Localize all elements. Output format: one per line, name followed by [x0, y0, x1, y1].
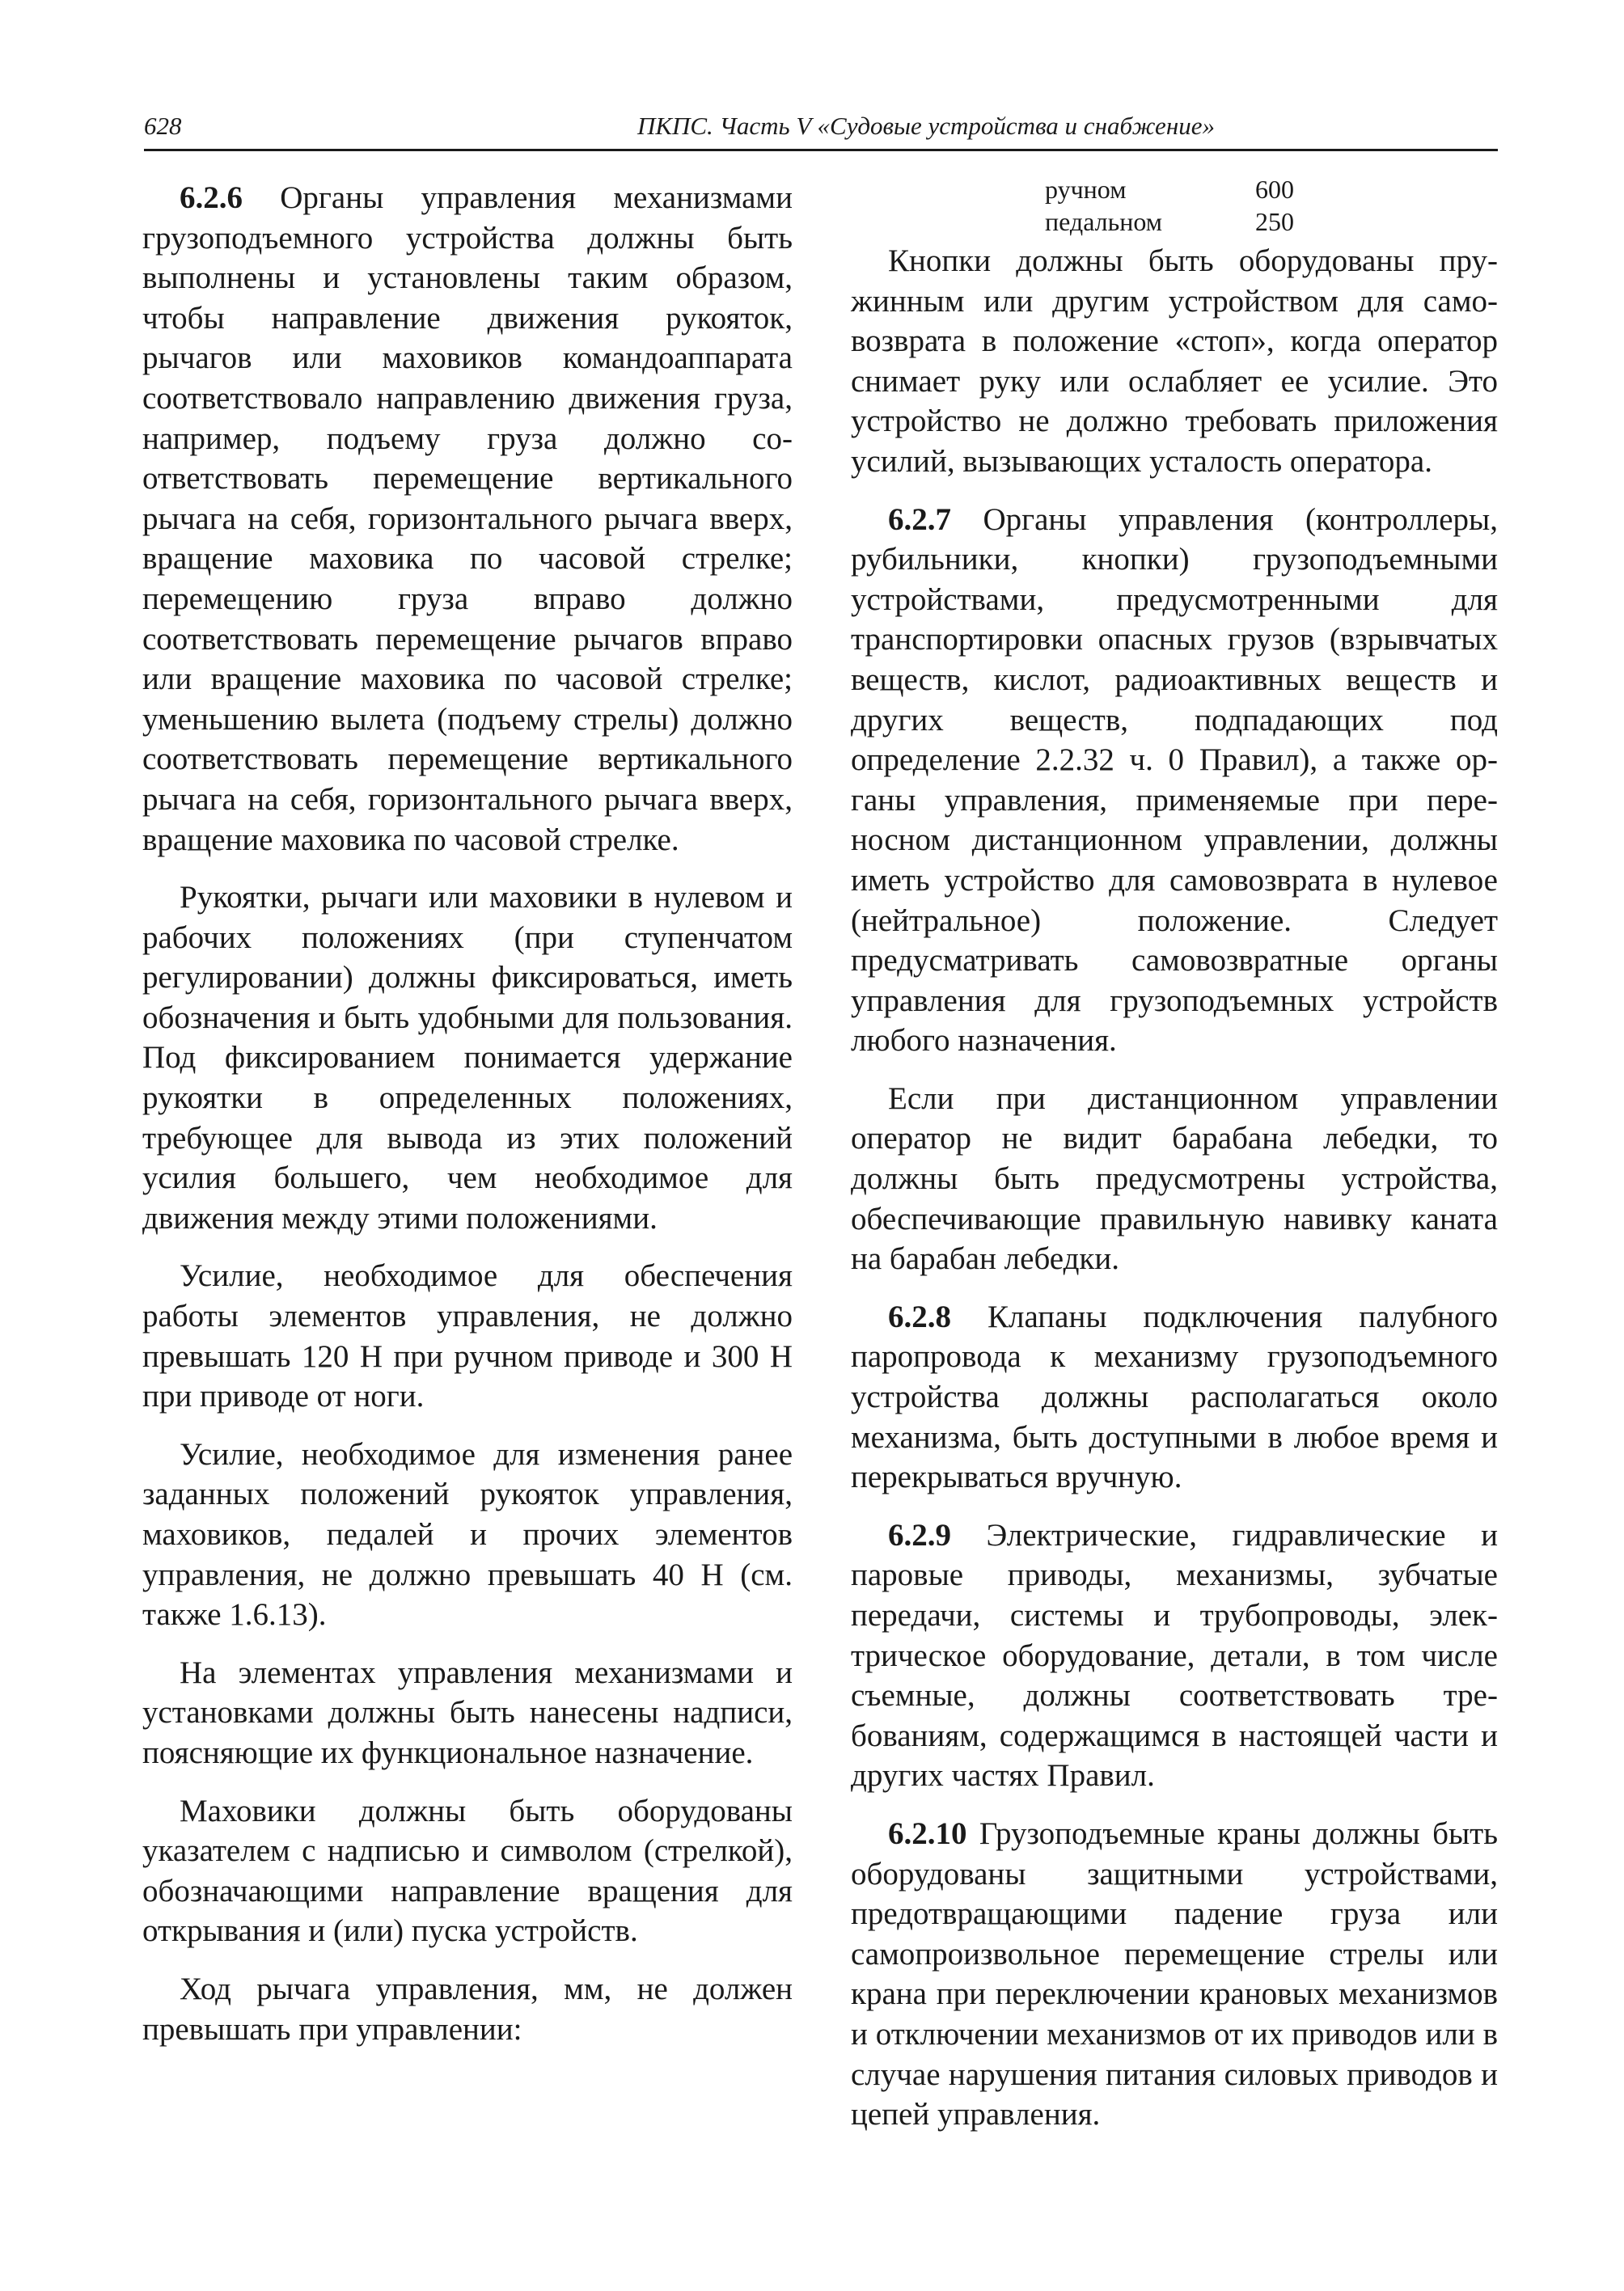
paragraph: Кнопки должны быть оборудованы пружинным или другим устройством для самовозврата в положение «стоп», когда оператор снимает руку или ослабляет ее усилие. Это устройство не должно требовать приложения усилий, вызывающих усталость оператора. — [851, 243, 1498, 479]
section-text: Органы управления (контроллеры, рубильники, кнопки) грузоподъемными устройствами, предусмотренными для транспортировки опасных грузов (взрывчатых веществ, кислот, радиоактивных веществ и других веществ, подпадающих под определение 2.2.32 ч. 0 Правил), а также органы управления, применяемые при переносном дистанционном управлении, должны иметь устройство для самовозврата в нулевое (нейтральное) положение. Следует предусматривать самовозвратные органы управления для грузоподъемных устройств любого назначения. — [851, 501, 1498, 1059]
section-6-2-6 — [142, 178, 793, 860]
section-number: 6.2.9 — [888, 1517, 951, 1553]
paragraph: Усилие, необходимое для изменения ранее заданных положений рукояток управления, маховиков, педалей и прочих элементов управления, не должно превышать 40 Н (см. также 1.6.13). — [142, 1436, 793, 1633]
paragraph: Рукоятки, рычаги или маховики в нулевом и рабочих положениях (при ступенчатом регулировании) должны фиксироваться, иметь обозначения и быть удобными для пользования. Под фиксированием понимается удержание рукоятки в определенных положениях, требующее для вывода из этих положений усилия большего, чем необходимое для движения между этими положениями. — [142, 880, 793, 1236]
section-text: Клапаны подключения палубного паропровода к механизму грузоподъемного устройства должны располагаться около механизма, быть доступными в любое время и перекрываться вручную. — [851, 1299, 1498, 1495]
section-6-2-9 — [851, 1515, 1498, 1796]
running-title: ПКПС. Часть V «Судовые устройства и снабжение» — [637, 112, 1215, 140]
table-label: педальном — [1045, 207, 1162, 236]
left-column — [142, 178, 793, 2067]
right-column — [851, 175, 1498, 2153]
section-6-2-8 — [851, 1297, 1498, 1498]
paragraph: На элементах управления механизмами и установками должны быть нанесены надписи, поясняющие их функциональное назначение. — [142, 1655, 793, 1770]
paragraph: Маховики должны быть оборудованы указателем с надписью и символом (стрелкой), обозначающими направление вращения для открывания и (или) пуска устройств. — [142, 1793, 793, 1949]
section-number: 6.2.8 — [888, 1299, 951, 1334]
section-text: Электрические, гидравлические и паровые приводы, механизмы, зубчатые передачи, системы и трубопроводы, электрическое оборудование, детали, в том числе съемные, должны соответствовать требованиям, содержащимся в настоящей части и других частях Правил. — [851, 1517, 1498, 1794]
section-number: 6.2.10 — [888, 1815, 967, 1851]
table-value: 600 — [1255, 175, 1294, 204]
section-6-2-7 — [851, 500, 1498, 1061]
paragraph: Усилие, необходимое для обеспечения работы элементов управления, не должно превышать 120 Н при ручном приводе и 300 Н при приводе от ноги. — [142, 1258, 793, 1414]
paragraph: Ход рычага управления, мм, не должен превышать при управлении: — [142, 1971, 793, 2047]
table-label: ручном — [1045, 175, 1127, 204]
section-number: 6.2.7 — [888, 501, 951, 537]
section-6-2-10 — [851, 1814, 1498, 2135]
table-value: 250 — [1255, 207, 1294, 236]
section-text: Грузоподъемные краны должны быть оборудованы защитными устройствами, предотвращающими падение груза или самопроизвольное перемещение стрелы или крана при переключении крановых механизмов и отключении механизмов от их приводов или в случае нарушения питания силовых приводов и цепей управления. — [851, 1815, 1498, 2132]
lever-travel-table — [1045, 173, 1498, 238]
table-row — [1045, 205, 1498, 238]
section-number: 6.2.6 — [180, 180, 243, 215]
section-text: Органы управления механизмами грузоподъемного устройства должны быть выполнены и установлены таким образом, чтобы направление движения рукояток, рычагов или маховиков командоаппарата соответствовало направлению движения груза, например, подъему груза должно соответствовать перемещение вертикального рычага на себя, горизонтального рычага вверх, вращение маховика по часовой стрелке; перемещению груза вправо должно соответствовать перемещение рычагов вправо или вращение маховика по часовой стрелке; уменьшению вылета (подъему стрелы) должно соответствовать перемещение вертикального рычага на себя, горизонтального рычага вверх, вращение маховика по часовой стрелке. — [142, 180, 793, 857]
page-number: 628 — [144, 112, 182, 140]
table-row — [1045, 173, 1498, 205]
paragraph: Если при дистанционном управлении оператор не видит барабана лебедки, то должны быть предусмотрены устройства, обеспечивающие правильную навивку каната на барабан лебедки. — [851, 1080, 1498, 1277]
running-header — [144, 104, 1498, 151]
